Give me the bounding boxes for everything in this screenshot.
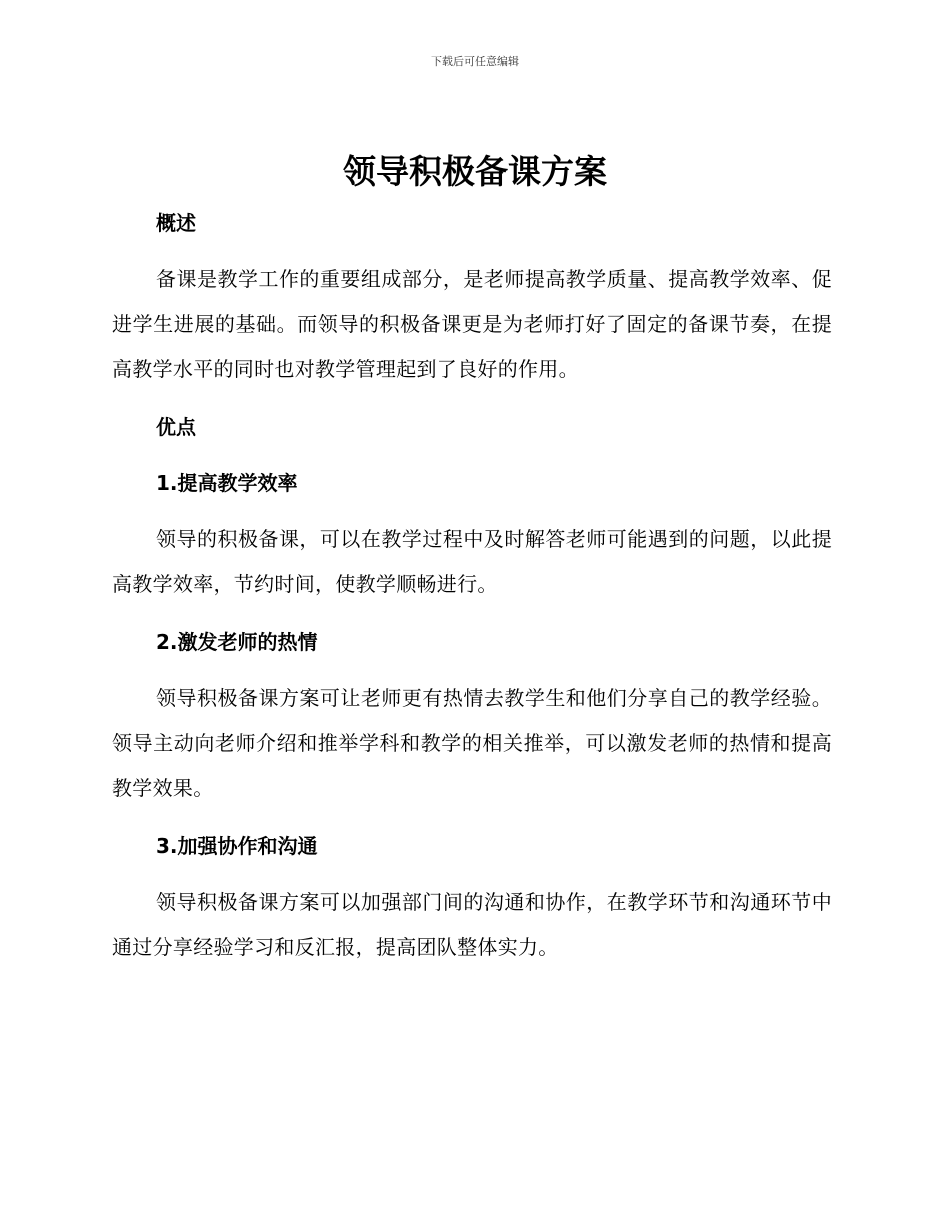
advantage-heading-3: 3.加强协作和沟通 <box>156 834 318 858</box>
advantage-paragraph-3: 领导积极备课方案可以加强部门间的沟通和协作，在教学环节和沟通环节中通过分享经验学习和反汇报，提高团队整体实力。 <box>112 890 832 959</box>
spacer <box>112 868 832 880</box>
advantage-heading-1: 1.提高教学效率 <box>156 471 298 495</box>
spacer <box>112 449 832 461</box>
document-body <box>112 201 832 970</box>
section-heading-overview: 概述 <box>156 211 196 235</box>
spacer <box>112 245 832 257</box>
header-note: 下载后可任意编辑 <box>431 55 519 68</box>
overview-paragraph: 备课是教学工作的重要组成部分，是老师提高教学质量、提高教学效率、促进学生进展的基础。而领导的积极备课更是为老师打好了固定的备课节奏，在提高教学水平的同时也对教学管理起到了良好的作用。 <box>112 267 832 381</box>
section-heading-advantages: 优点 <box>156 415 196 439</box>
spacer <box>112 811 832 824</box>
spacer <box>112 392 832 405</box>
spacer <box>112 664 832 676</box>
spacer <box>112 607 832 620</box>
advantage-paragraph-2: 领导积极备课方案可让老师更有热情去教学生和他们分享自己的教学经验。领导主动向老师介绍和推举学科和教学的相关推举，可以激发老师的热情和提高教学效果。 <box>112 686 832 800</box>
spacer <box>112 505 832 517</box>
advantage-heading-2: 2.激发老师的热情 <box>156 630 318 654</box>
advantage-paragraph-1: 领导的积极备课，可以在教学过程中及时解答老师可能遇到的问题，以此提高教学效率，节约时间，使教学顺畅进行。 <box>112 527 832 596</box>
document-title: 领导积极备课方案 <box>343 152 607 191</box>
